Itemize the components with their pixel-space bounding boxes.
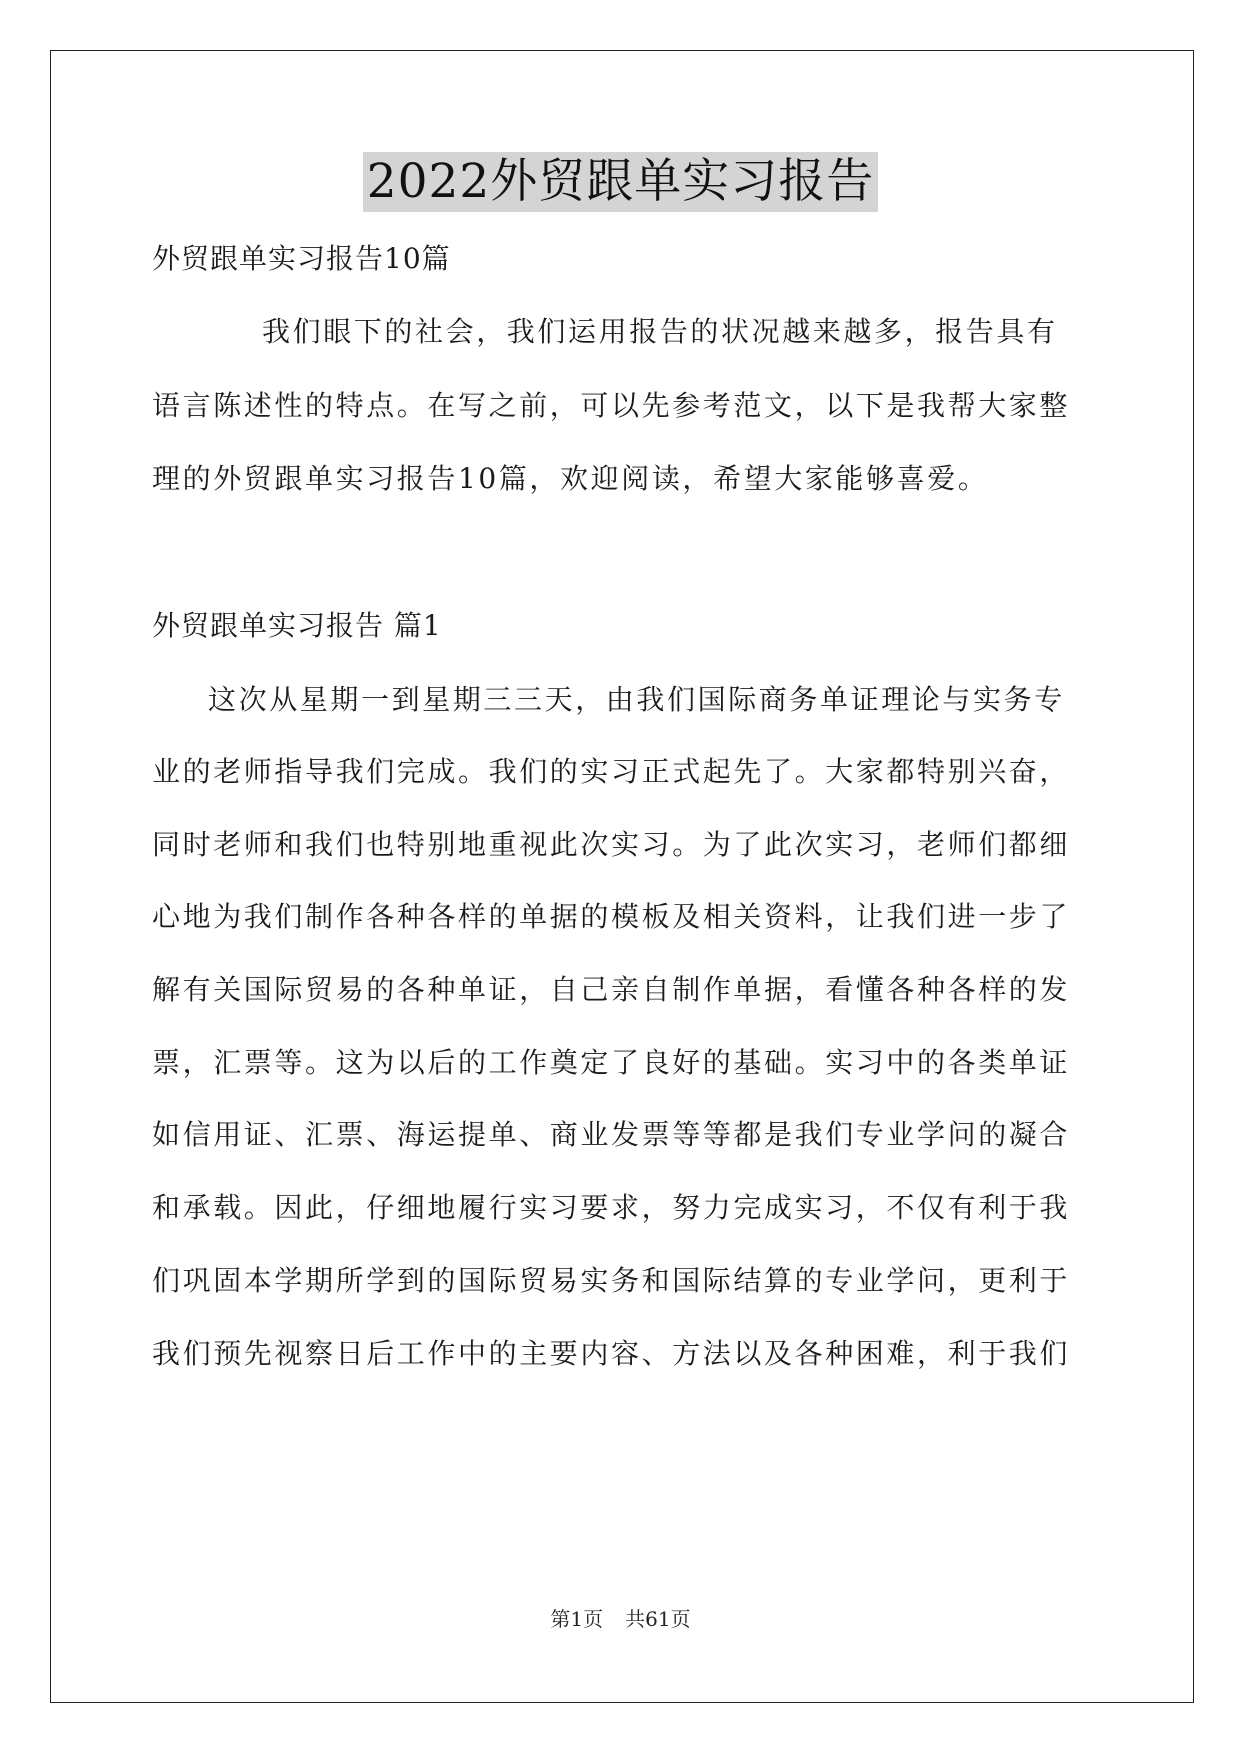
section-heading: 外贸跟单实习报告 篇1 [152, 609, 442, 642]
intro-line: 理的外贸跟单实习报告10篇，欢迎阅读，希望大家能够喜爱。 [152, 462, 989, 495]
body-line: 心地为我们制作各种各样的单据的模板及相关资料，让我们进一步了 [152, 900, 1071, 933]
body-line: 和承载。因此，仔细地履行实习要求，努力完成实习，不仅有利于我 [152, 1191, 1071, 1224]
title-container [0, 152, 1241, 212]
body-line: 业的老师指导我们完成。我们的实习正式起先了。大家都特别兴奋， [152, 755, 1071, 788]
body-line: 我们预先视察日后工作中的主要内容、方法以及各种困难，利于我们 [152, 1337, 1071, 1370]
page-border [50, 50, 1194, 1703]
body-line: 同时老师和我们也特别地重视此次实习。为了此次实习，老师们都细 [152, 828, 1071, 861]
page-total: 共61页 [625, 1607, 691, 1631]
document-title: 2022外贸跟单实习报告 [363, 152, 879, 212]
body-line: 票，汇票等。这为以后的工作奠定了良好的基础。实习中的各类单证 [152, 1046, 1071, 1079]
body-line: 们巩固本学期所学到的国际贸易实务和国际结算的专业学问，更利于 [152, 1264, 1071, 1297]
body-line: 解有关国际贸易的各种单证，自己亲自制作单据，看懂各种各样的发 [152, 973, 1071, 1006]
body-line: 如信用证、汇票、海运提单、商业发票等等都是我们专业学问的凝合 [152, 1118, 1071, 1151]
intro-line: 我们眼下的社会，我们运用报告的状况越来越多，报告具有 [262, 315, 1058, 348]
page-number: 第1页 [550, 1607, 604, 1631]
document-subtitle: 外贸跟单实习报告10篇 [152, 242, 451, 275]
page-footer [0, 1605, 1241, 1633]
body-line: 这次从星期一到星期三三天，由我们国际商务单证理论与实务专 [208, 683, 1065, 716]
intro-line: 语言陈述性的特点。在写之前，可以先参考范文，以下是我帮大家整 [152, 389, 1071, 422]
